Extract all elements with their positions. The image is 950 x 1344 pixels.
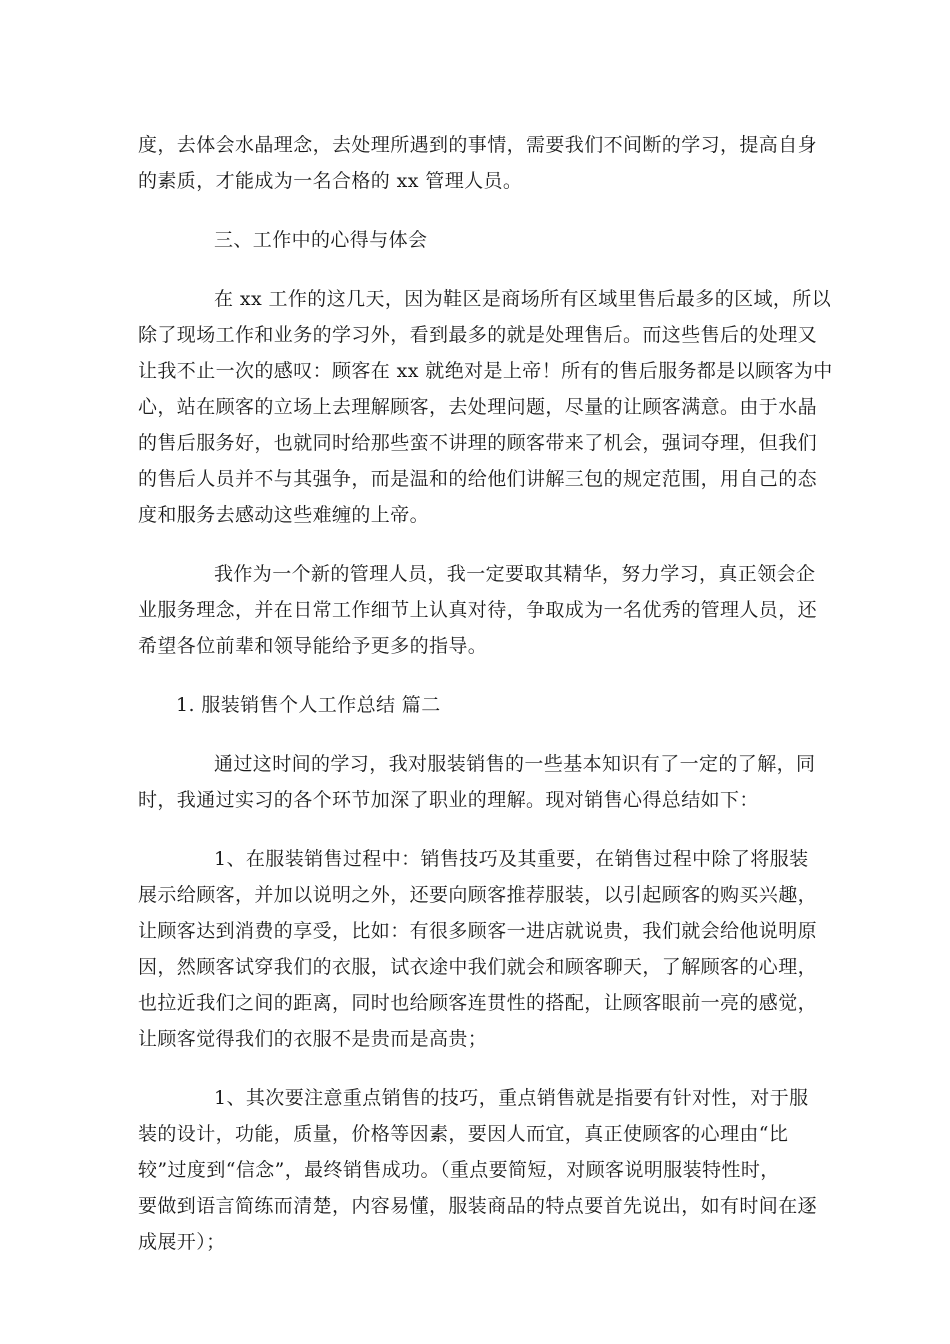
paragraph-sales-process: [138, 841, 818, 1057]
text-line: 的售后人员并不与其强争，而是温和的给他们讲解三包的规定范围，用自己的态: [138, 468, 818, 490]
text-line: 让我不止一次的感叹：顾客在 xx 就绝对是上帝！所有的售后服务都是以顾客为中: [138, 360, 833, 382]
text-line: 在 xx 工作的这几天，因为鞋区是商场所有区域里售后最多的区域，所以: [214, 288, 832, 310]
text-line: 让顾客觉得我们的衣服不是贵而是高贵；: [138, 1028, 488, 1050]
text-line: 1、其次要注意重点销售的技巧，重点销售就是指要有针对性，对于服: [214, 1087, 809, 1109]
paragraph-intro: [138, 746, 816, 818]
text-line: 较”过度到“信念”，最终销售成功。（重点要简短，对顾客说明服装特性时，: [138, 1159, 780, 1181]
paragraph-experience: [138, 281, 833, 533]
paragraph-key-selling: [138, 1080, 818, 1260]
text-line: 度，去体会水晶理念，去处理所遇到的事情，需要我们不间断的学习，提高自身: [138, 134, 818, 156]
article-subheading: 1. 服装销售个人工作总结 篇二: [176, 694, 441, 716]
text-line: 成展开）；: [138, 1231, 226, 1253]
text-line: 展示给顾客，并加以说明之外，还要向顾客推荐服装，以引起顾客的购买兴趣，: [138, 884, 818, 906]
text-line: 除了现场工作和业务的学习外，看到最多的就是处理售后。而这些售后的处理又: [138, 324, 818, 346]
paragraph-continuation: [138, 127, 818, 199]
text-line: 1、在服装销售过程中：销售技巧及其重要，在销售过程中除了将服装: [214, 848, 809, 870]
text-line: 也拉近我们之间的距离，同时也给顾客连贯性的搭配，让顾客眼前一亮的感觉，: [138, 992, 818, 1014]
text-line: 时，我通过实习的各个环节加深了职业的理解。现对销售心得总结如下：: [138, 789, 759, 811]
document-page: [138, 127, 833, 1283]
text-line: 装的设计，功能，质量，价格等因素，要因人而宜，真正使顾客的心理由“比: [138, 1123, 789, 1145]
text-line: 心，站在顾客的立场上去理解顾客，去处理问题，尽量的让顾客满意。由于水晶: [138, 396, 818, 418]
section-heading: 三、工作中的心得与体会: [214, 229, 428, 251]
text-line: 因，然顾客试穿我们的衣服，试衣途中我们就会和顾客聊天，了解顾客的心理，: [138, 956, 818, 978]
text-line: 让顾客达到消费的享受，比如：有很多顾客一进店就说贵，我们就会给他说明原: [138, 920, 818, 942]
text-line: 希望各位前辈和领导能给予更多的指导。: [138, 635, 488, 657]
text-line: 要做到语言简练而清楚，内容易懂，服装商品的特点要首先说出，如有时间在逐: [138, 1195, 818, 1217]
text-line: 我作为一个新的管理人员，我一定要取其精华，努力学习，真正领会企: [214, 563, 816, 585]
text-line: 度和服务去感动这些难缠的上帝。: [138, 504, 430, 526]
text-line: 业服务理念，并在日常工作细节上认真对待，争取成为一名优秀的管理人员，还: [138, 599, 818, 621]
text-line: 的售后服务好，也就同时给那些蛮不讲理的顾客带来了机会，强词夺理，但我们: [138, 432, 818, 454]
paragraph-new-manager: [138, 556, 818, 664]
text-line: 通过这时间的学习，我对服装销售的一些基本知识有了一定的了解，同: [214, 753, 816, 775]
text-line: 的素质，才能成为一名合格的 xx 管理人员。: [138, 170, 523, 192]
